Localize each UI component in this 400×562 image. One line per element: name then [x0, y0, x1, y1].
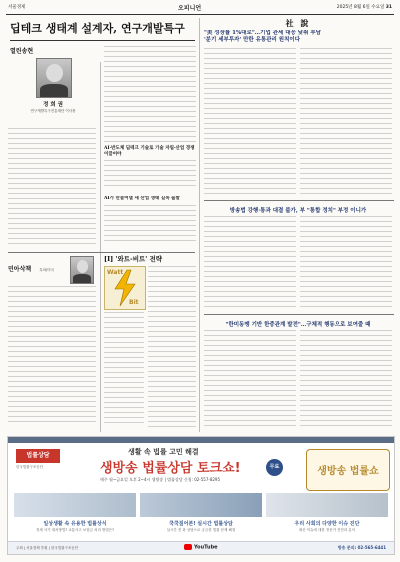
ad-free-badge: 무료: [266, 459, 283, 476]
column-headline: 딥테크 생태계 설계자, 연구개발특구: [10, 22, 185, 35]
ad-box-3-text: 최신 이슈에 대한 전문가 진단과 분석: [298, 528, 356, 532]
writer-role: 특파/미국: [39, 268, 54, 272]
ad-box-2-text: 실시간 전 화 상담으로 궁금한 법률 문제 해결: [166, 528, 236, 532]
watt-label: Watt: [107, 269, 124, 276]
col-divider-1: [100, 62, 101, 432]
mid-body-text-3: [148, 266, 196, 432]
ad-brand-logo: 법률상담: [16, 449, 60, 463]
left-body-text-2: [8, 286, 96, 432]
editorial-rule-1: [204, 200, 394, 201]
editorial-1-subheadline: '분기 세부투자' 만한 유통관리 원칙이다: [204, 37, 301, 43]
editorial-3-text-b: [300, 330, 392, 430]
ad-box-1-title: 일상생활 속 유용한 법률상식: [43, 521, 107, 527]
editorial-1-text-a: [204, 48, 296, 198]
ad-box-1-image: [14, 493, 136, 517]
section-title: 오피니언: [178, 5, 202, 12]
ad-headline-top: 생활 속 법률 고민 해결: [128, 448, 199, 456]
page-header: [0, 0, 400, 14]
mid-body-text-4: [104, 312, 144, 432]
ad-box-2: [140, 493, 262, 539]
header-rule: [6, 14, 394, 15]
column-subhead: AI·반도체 딥테크 기술로 기술 자립·산업 경쟁 이끌어야: [104, 146, 195, 157]
editorial-3-headline: "한미동맹 기반 한중관계 발전"…구체적 행동으로 보여줄 때: [225, 322, 371, 328]
columnist-title: 연구개발특구진흥재단 이사장: [30, 109, 76, 113]
editorial-1-text-b: [300, 48, 392, 198]
ad-headline: 생방송 법률상담 토크쇼!: [100, 461, 241, 476]
youtube-icon: [184, 544, 192, 550]
ad-top-band: [8, 437, 394, 443]
editorial-label: 社 說: [285, 18, 311, 28]
ad-footer-right: 방송 문의: 02-565-6441: [337, 545, 386, 550]
editorial-2-text-b: [300, 216, 392, 312]
left-body-text-1: [8, 128, 96, 248]
ad-footer-left: 주최 | 서울경제 후원 | 한국법률구조공단: [16, 546, 79, 550]
columnist-tag: 열린송현: [10, 48, 34, 55]
editorial-2-text-a: [204, 216, 296, 312]
page-number: 31: [385, 5, 392, 10]
ad-show-logo: 생방송 법률쇼: [306, 449, 390, 491]
ad-box-2-image: [140, 493, 262, 517]
wattbit-illustration: [104, 266, 146, 310]
legal-talkshow-ad: [7, 436, 395, 555]
columnist-name: 정 희 권: [43, 102, 63, 108]
ad-youtube-label: YouTube: [184, 544, 218, 551]
columnist-photo: [36, 58, 72, 98]
column-subhead-2: AI가 만들어낼 새 산업 생태 길목 출발: [104, 196, 180, 201]
mid-body-text-2: [104, 196, 196, 248]
mid-body-text-1: [104, 46, 196, 194]
ad-box-3: [266, 493, 388, 539]
issue-date: 2025년 8월 6일 수요일 31: [336, 5, 392, 10]
headline-rule: [10, 40, 195, 41]
col-divider-2: [199, 18, 200, 432]
ad-schedule: 매주 월~금요일 오후 2~4시 생방송 | 법률상담 신청: 02-557-8295: [100, 477, 221, 482]
columnist-block: [10, 46, 96, 126]
left-section-rule: [8, 252, 195, 253]
writer-name: 민아삭책: [8, 266, 32, 273]
ad-brand-sub: 한국법률구조공단: [16, 465, 44, 469]
ad-box-3-image: [266, 493, 388, 517]
editorial-3-text-a: [204, 330, 296, 430]
writer-photo: [70, 256, 94, 284]
editorial-1-headline: "美 성장률 1%대로"…기업 관세 대응 낮춰 부담 '분기 세부투자' 만한 유통관리 원칙이다: [204, 30, 392, 44]
editorial-rule-2: [204, 314, 394, 315]
wattbit-headline: [I] '와트-비트' 전략: [104, 255, 163, 263]
ad-box-3-title: 우리 사회의 다양한 이슈 진단: [294, 521, 360, 527]
ad-footer: [8, 541, 394, 554]
ad-box-2-title: 쿡쿡짚어본! 실시간 법률상담: [169, 521, 233, 527]
ad-box-1: [14, 493, 136, 539]
ad-box-1-text: 전세 사기 대처방법? 교통사고 보험금 처리 방법은?: [35, 528, 114, 532]
newspaper-name: 서울경제: [8, 5, 26, 10]
editorial-2-headline: 방송법 강행·통과 대결 불가, 부 "통합 정치" 부정 이니가: [229, 208, 367, 214]
bit-label: Bit: [129, 299, 139, 306]
